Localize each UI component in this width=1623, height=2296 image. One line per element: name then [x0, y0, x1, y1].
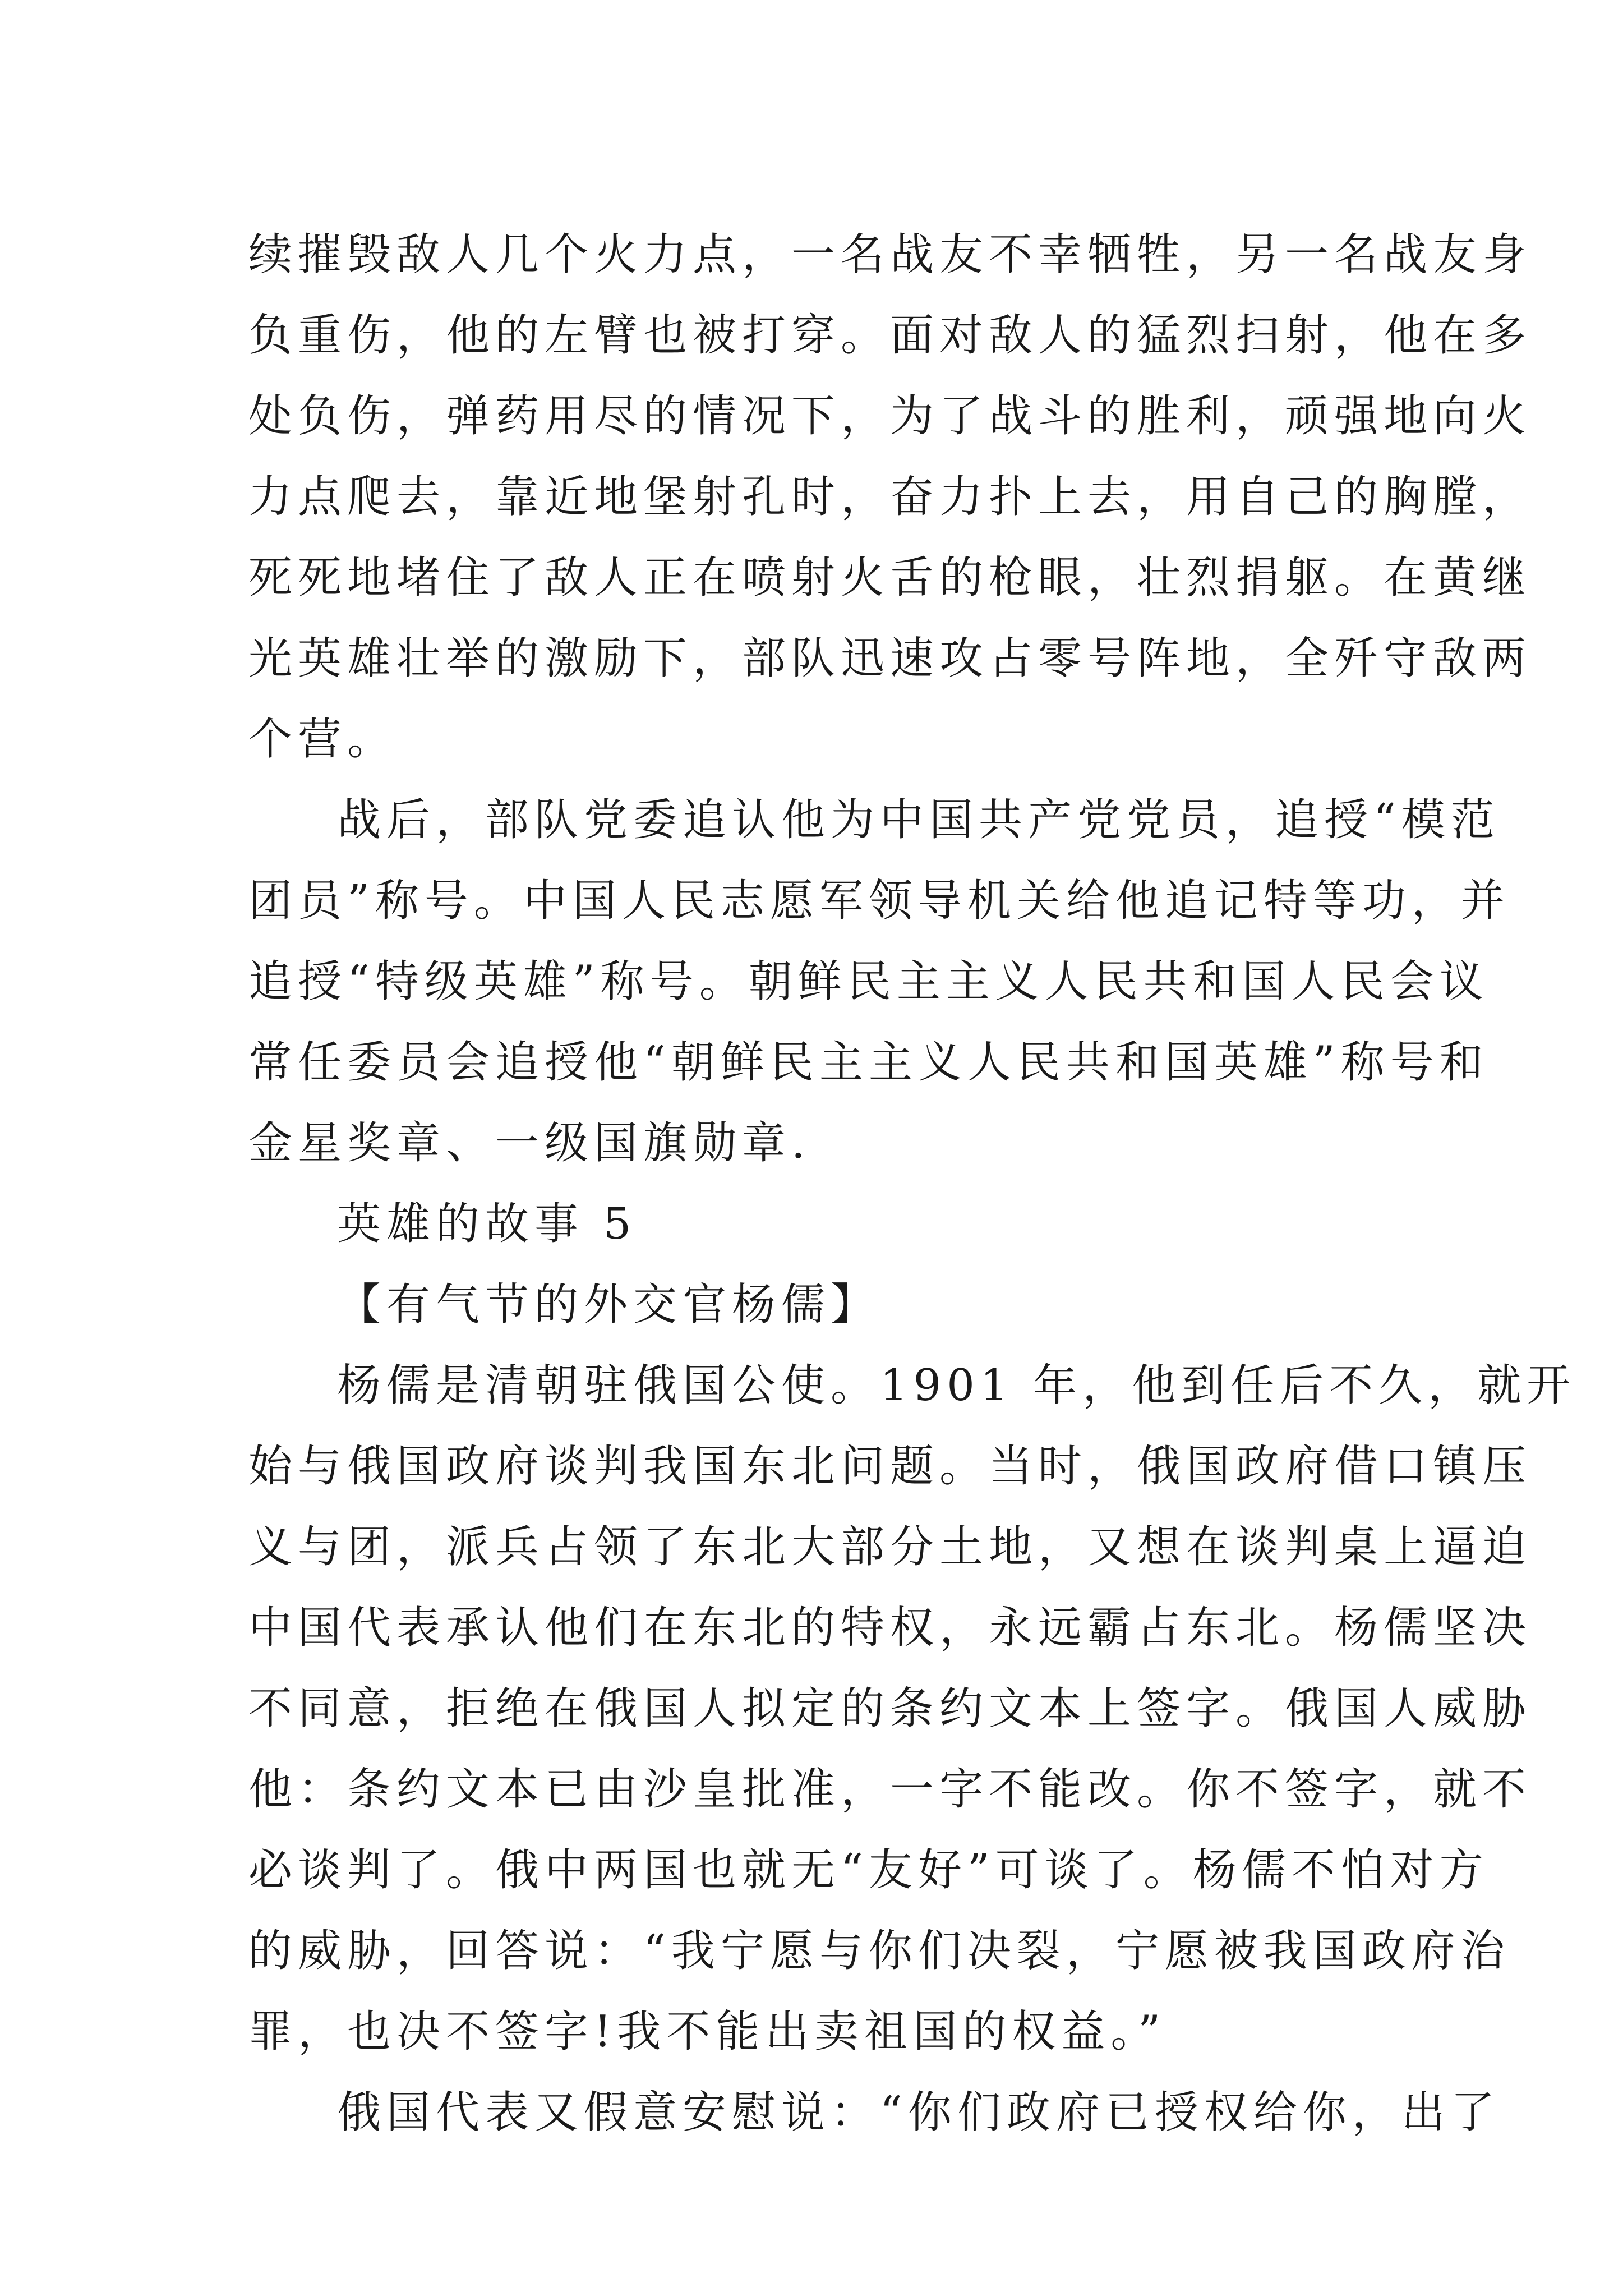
text-line: 负重伤，他的左臂也被打穿。面对敌人的猛烈扫射，他在多 — [248, 310, 1532, 361]
text-line: 罪，也决不签字!我不能出卖祖国的权益。” — [248, 2007, 1166, 2057]
text-line: 不同意，拒绝在俄国人拟定的条约文本上签字。俄国人威胁 — [248, 1683, 1532, 1734]
text-line: 的威胁，回答说：“我宁愿与你们决裂，宁愿被我国政府治 — [248, 1926, 1510, 1976]
text-line: 义与团，派兵占领了东北大部分土地，又想在谈判桌上逼迫 — [248, 1522, 1532, 1572]
text-line: 金星奖章、一级国旗勋章. — [248, 1118, 811, 1168]
text-line: 死死地堵住了敌人正在喷射火舌的枪眼，壮烈捐躯。在黄继 — [248, 553, 1532, 603]
story-title: 【有气节的外交官杨儒】 — [337, 1280, 880, 1330]
text-line: 战后，部队党委追认他为中国共产党党员，追授“模范 — [337, 795, 1500, 845]
text-line: 个营。 — [248, 714, 397, 765]
text-line: 始与俄国政府谈判我国东北问题。当时，俄国政府借口镇压 — [248, 1441, 1532, 1492]
text-line: 续摧毁敌人几个火力点，一名战友不幸牺牲，另一名战友身 — [248, 229, 1532, 280]
text-line: 俄国代表又假意安慰说：“你们政府已授权给你，出了 — [337, 2087, 1500, 2138]
document-page — [248, 214, 1576, 2153]
text-line: 必谈判了。俄中两国也就无“友好”可谈了。杨儒不怕对方 — [248, 1845, 1489, 1895]
text-line: 他：条约文本已由沙皇批准，一字不能改。你不签字，就不 — [248, 1764, 1532, 1815]
section-heading: 英雄的故事 5 — [337, 1199, 637, 1249]
text-line: 处负伤，弹药用尽的情况下，为了战斗的胜利，顽强地向火 — [248, 391, 1532, 441]
text-line: 光英雄壮举的激励下，部队迅速攻占零号阵地，全歼守敌两 — [248, 633, 1532, 684]
text-line: 力点爬去，靠近地堡射孔时，奋力扑上去，用自己的胸膛， — [248, 472, 1532, 522]
text-line: 常任委员会追授他“朝鲜民主主义人民共和国英雄”称号和 — [248, 1037, 1489, 1088]
text-line: 中国代表承认他们在东北的特权，永远霸占东北。杨儒坚决 — [248, 1603, 1532, 1653]
text-line: 团员”称号。中国人民志愿军领导机关给他追记特等功，并 — [248, 876, 1510, 926]
text-line: 追授“特级英雄”称号。朝鲜民主主义人民共和国人民会议 — [248, 956, 1489, 1007]
text-line: 杨儒是清朝驻俄国公使。1901 年，他到任后不久，就开 — [337, 1360, 1576, 1411]
